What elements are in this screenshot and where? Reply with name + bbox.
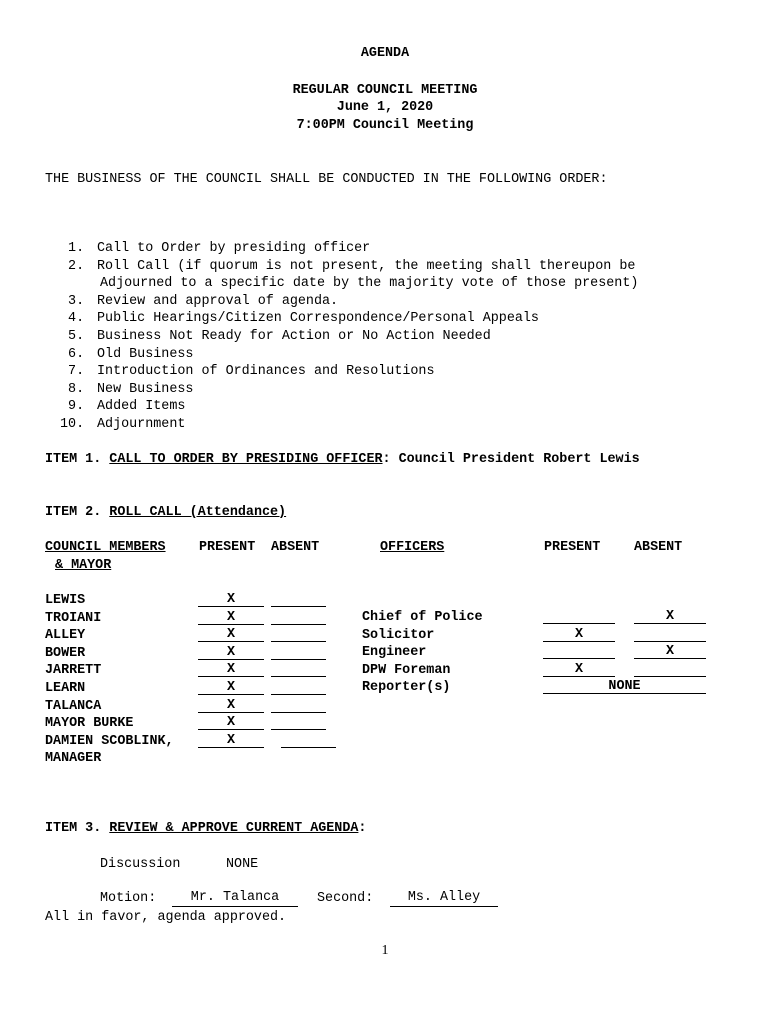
member-absent-mark — [271, 628, 326, 642]
officers-header: OFFICERS — [380, 540, 445, 555]
item1-title: CALL TO ORDER BY PRESIDING OFFICER — [109, 452, 383, 467]
motion-value: Mr. Talanca — [172, 891, 298, 907]
item1-prefix: ITEM 1. — [45, 452, 110, 467]
member-name: MAYOR BURKE — [45, 716, 134, 732]
item3-title: REVIEW & APPROVE CURRENT AGENDA — [109, 821, 359, 836]
member-absent-mark — [271, 716, 326, 730]
officer-present-mark: X — [543, 628, 615, 642]
member-absent-mark — [271, 611, 326, 625]
member-absent-mark — [271, 593, 326, 607]
officer-name: Reporter(s) — [362, 680, 451, 696]
officer-merged-mark: NONE — [543, 680, 706, 694]
officer-absent-mark: X — [634, 645, 706, 659]
member-name: ALLEY — [45, 628, 86, 644]
meeting-time: 7:00PM Council Meeting — [296, 118, 474, 133]
item1-suffix: : Council President Robert Lewis — [382, 452, 640, 467]
item3-suffix: : — [358, 821, 367, 836]
member-absent-mark — [271, 663, 326, 677]
order-list-text: Added Items — [97, 399, 186, 415]
member-present-mark: X — [198, 646, 264, 660]
intro-text: THE BUSINESS OF THE COUNCIL SHALL BE CONDUCTED IN THE FOLLOWING ORDER: — [45, 172, 608, 187]
officer-absent-mark — [634, 663, 706, 677]
agenda-heading: AGENDA — [360, 46, 410, 61]
member-name: BOWER — [45, 645, 86, 661]
item2-title: ROLL CALL (Attendance) — [109, 505, 287, 520]
officer-present-mark — [543, 645, 615, 659]
second-label: Second: — [317, 891, 374, 906]
officer-name: DPW Foreman — [362, 662, 451, 678]
order-list-text: Old Business — [97, 346, 194, 362]
member-name: TROIANI — [45, 610, 102, 626]
item3-prefix: ITEM 3. — [45, 821, 110, 836]
order-list-text: Adjournment — [97, 417, 186, 432]
order-list-number: 4. — [60, 311, 85, 327]
order-list-number: 9. — [60, 399, 85, 415]
order-list-number: 5. — [60, 329, 85, 344]
order-list-text: New Business — [97, 381, 194, 397]
present-header: PRESENT — [199, 540, 256, 555]
page-number: 1 — [381, 943, 389, 958]
officer-absent-mark: X — [634, 610, 706, 624]
order-list-text: Business Not Ready for Action or No Action Needed — [97, 329, 491, 344]
order-list-number: 6. — [60, 346, 85, 362]
approval-result: All in favor, agenda approved. — [45, 910, 287, 925]
item2-line — [45, 505, 286, 520]
member-present-mark: X — [198, 663, 264, 677]
item1-line — [45, 452, 640, 467]
officer-absent-mark — [634, 628, 706, 642]
member-absent-mark — [281, 734, 336, 748]
discussion-value: NONE — [226, 857, 259, 872]
officer-name: Engineer — [362, 645, 427, 661]
order-list-number: 10. — [60, 417, 85, 432]
order-list-number: 2. — [60, 258, 85, 274]
meeting-date: June 1, 2020 — [336, 100, 434, 115]
member-present-mark: X — [198, 734, 264, 748]
members-header-mayor: & MAYOR — [55, 558, 112, 573]
officers-absent-header: ABSENT — [634, 540, 683, 555]
member-name-continued: MANAGER — [45, 751, 102, 767]
member-name: LEWIS — [45, 593, 86, 608]
member-name: JARRETT — [45, 663, 102, 679]
member-present-mark: X — [198, 681, 264, 695]
member-present-mark: X — [198, 611, 264, 625]
members-header: COUNCIL MEMBERS — [45, 540, 166, 555]
order-list-number: 8. — [60, 381, 85, 397]
member-present-mark: X — [198, 628, 264, 642]
order-list-text: Roll Call (if quorum is not present, the meeting shall thereupon be — [97, 258, 636, 274]
member-absent-mark — [271, 646, 326, 660]
order-list-text: Call to Order by presiding officer — [97, 241, 371, 256]
meeting-type: REGULAR COUNCIL MEETING — [292, 83, 478, 98]
officer-present-mark: X — [543, 663, 615, 677]
member-present-mark: X — [198, 699, 264, 713]
officers-present-header: PRESENT — [544, 540, 601, 555]
item2-prefix: ITEM 2. — [45, 505, 110, 520]
order-list-number: 7. — [60, 364, 85, 380]
officer-name: Chief of Police — [362, 610, 483, 625]
item3-line — [45, 821, 366, 836]
member-name: TALANCA — [45, 698, 102, 714]
discussion-label: Discussion — [100, 857, 181, 872]
member-absent-mark — [271, 681, 326, 695]
order-list-text: Adjourned to a specific date by the majority vote of those present) — [100, 276, 639, 292]
absent-header: ABSENT — [271, 540, 320, 555]
motion-label: Motion: — [100, 891, 157, 906]
order-list-number: 3. — [60, 293, 85, 309]
member-present-mark: X — [198, 593, 264, 607]
second-value: Ms. Alley — [390, 891, 498, 907]
order-list-text: Introduction of Ordinances and Resolutions — [97, 364, 435, 380]
officer-name: Solicitor — [362, 627, 435, 643]
member-present-mark: X — [198, 716, 264, 730]
order-list-number: 1. — [60, 241, 85, 256]
member-name: DAMIEN SCOBLINK, — [45, 733, 174, 749]
order-list-text: Review and approval of agenda. — [97, 293, 339, 309]
member-name: LEARN — [45, 681, 86, 696]
officer-present-mark — [543, 610, 615, 624]
member-absent-mark — [271, 699, 326, 713]
order-list-text: Public Hearings/Citizen Correspondence/Personal Appeals — [97, 311, 539, 327]
